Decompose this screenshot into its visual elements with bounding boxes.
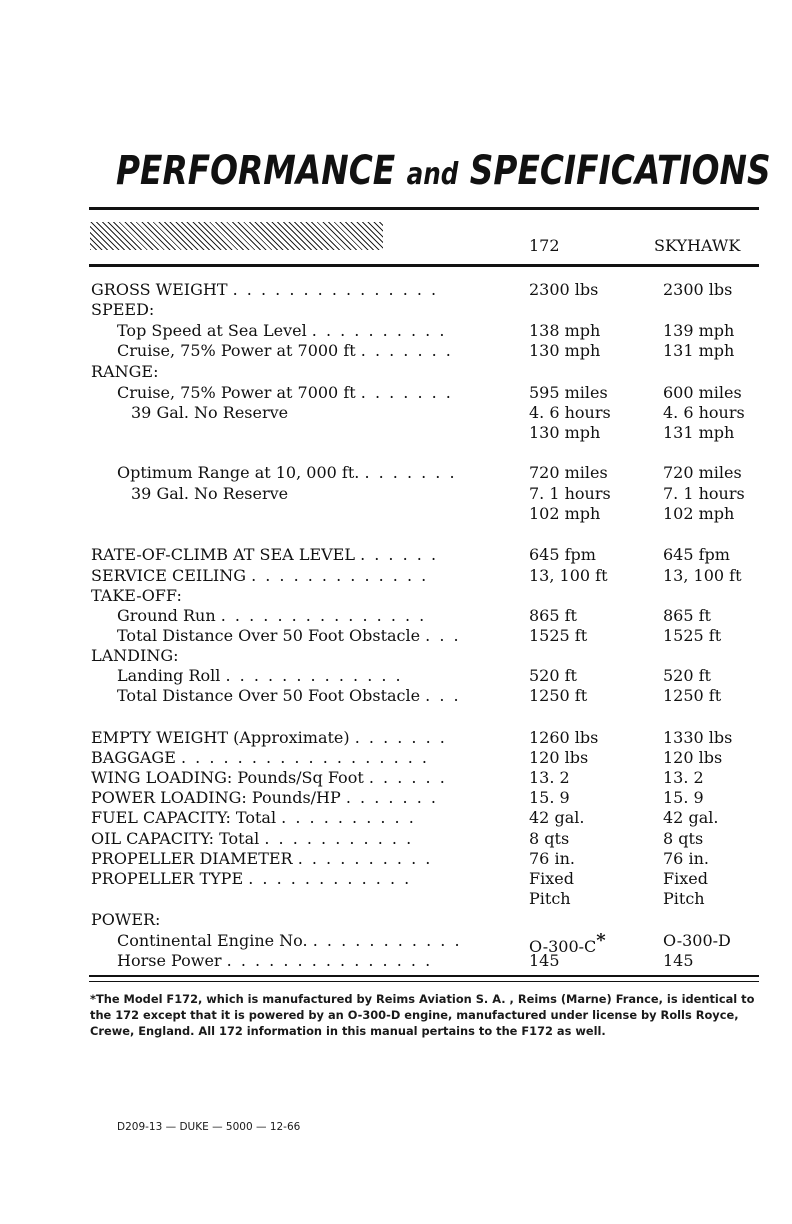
value-172: 102 mph (529, 504, 601, 523)
value-172: 1260 lbs (529, 728, 599, 747)
row-label: PROPELLER DIAMETER (91, 849, 293, 868)
leader-dots: . . . . . . . . . . . (312, 931, 462, 950)
leader-dots: . . . . . . . . . . . . . . . (220, 606, 427, 625)
value-172: 7. 1 hours (529, 484, 611, 503)
value-skyhawk: 520 ft (663, 666, 711, 685)
value-skyhawk: 7. 1 hours (663, 484, 745, 503)
spec-row-propeller-type (0, 869, 792, 889)
spec-row-optimum-range-gal (0, 484, 792, 504)
value-skyhawk: 720 miles (663, 463, 742, 482)
row-label: GROSS WEIGHT (91, 280, 228, 299)
value-172: 1525 ft (529, 626, 588, 645)
row-label: FUEL CAPACITY: Total (91, 808, 277, 827)
value-172: 2300 lbs (529, 280, 599, 299)
value-172: 720 miles (529, 463, 608, 482)
spec-row-optimum-range-mph (0, 504, 792, 524)
title-part-and: and (406, 157, 459, 192)
section-label-speed (0, 300, 792, 320)
header-rule (89, 264, 759, 267)
spec-row-gross-weight (0, 280, 792, 300)
value-skyhawk: 1525 ft (663, 626, 722, 645)
value-skyhawk: 131 mph (663, 423, 735, 442)
spec-row-landing-total (0, 686, 792, 706)
leader-dots: . . . . . . . . . . . . (248, 869, 412, 888)
value-172: 1250 ft (529, 686, 588, 705)
row-label: Horse Power (117, 951, 222, 970)
section-label-takeoff (0, 586, 792, 606)
section-label-range (0, 362, 792, 382)
leader-dots: . . . . . . . (345, 788, 438, 807)
spec-row-range-cruise-gal (0, 403, 792, 423)
spec-row-optimum-range (0, 463, 792, 483)
leader-dots: . . . . . . . . . . . . . (251, 566, 429, 585)
value-172: 645 fpm (529, 545, 596, 564)
row-label: SPEED: (91, 300, 155, 319)
spec-row-horse-power (0, 951, 792, 971)
leader-dots: . . . . . . . . . . (297, 849, 433, 868)
value-skyhawk: 145 (663, 951, 694, 970)
leader-dots: . . . . . . . . . . . . . (225, 666, 403, 685)
spec-row-fuel-capacity (0, 808, 792, 828)
leader-dots: . . . . . . (360, 545, 439, 564)
value-skyhawk: 4. 6 hours (663, 403, 745, 422)
value-172: 865 ft (529, 606, 577, 625)
leader-dots: . . . (425, 686, 461, 705)
footnote-text: *The Model F172, which is manufactured by Reims Aviation S. A. , Reims (Marne) France, is identical to the 172 except that it is powered by an O-300-D engine, manufactured under license by Rolls Royce, Crewe, England. All 172 information in this manual pertains to the F172 as well. (90, 992, 755, 1038)
value-skyhawk: 120 lbs (663, 748, 723, 767)
row-label: TAKE-OFF: (91, 586, 182, 605)
value-skyhawk: 102 mph (663, 504, 735, 523)
value-skyhawk: 865 ft (663, 606, 711, 625)
value-172: 130 mph (529, 423, 601, 442)
row-label: Landing Roll (117, 666, 221, 685)
row-label: Total Distance Over 50 Foot Obstacle (117, 626, 421, 645)
top-rule (89, 207, 759, 210)
page-title (116, 148, 771, 194)
row-label: PROPELLER TYPE (91, 869, 244, 888)
leader-dots: . . . . . . . (360, 341, 453, 360)
value-172: 42 gal. (529, 808, 585, 827)
row-label: Total Distance Over 50 Foot Obstacle (117, 686, 421, 705)
value-skyhawk: 600 miles (663, 383, 742, 402)
spec-row-engine (0, 930, 792, 956)
value-skyhawk: 15. 9 (663, 788, 704, 807)
value-172: 130 mph (529, 341, 601, 360)
leader-dots: . . . (425, 626, 461, 645)
value-172: 13, 100 ft (529, 566, 608, 585)
spec-row-empty-weight (0, 728, 792, 748)
row-label: LANDING: (91, 646, 179, 665)
spec-row-rate-of-climb (0, 545, 792, 565)
row-label: Cruise, 75% Power at 7000 ft (117, 341, 356, 360)
spec-row-propeller-type-2 (0, 889, 792, 909)
print-code: D209-13 — DUKE — 5000 — 12-66 (117, 1121, 301, 1133)
leader-dots: . . . . . . (368, 768, 447, 787)
section-label-landing (0, 646, 792, 666)
spec-row-cruise-speed (0, 341, 792, 361)
spec-row-landing-roll (0, 666, 792, 686)
title-part-specifications: SPECIFICATIONS (469, 148, 771, 194)
spec-row-baggage (0, 748, 792, 768)
spec-row-range-cruise-mph (0, 423, 792, 443)
row-label: Top Speed at Sea Level (117, 321, 307, 340)
spec-row-range-cruise (0, 383, 792, 403)
row-label: EMPTY WEIGHT (Approximate) (91, 728, 350, 747)
spec-row-wing-loading (0, 768, 792, 788)
value-172: Fixed (529, 869, 574, 888)
row-label: 39 Gal. No Reserve (131, 484, 289, 503)
row-label: RANGE: (91, 362, 159, 381)
value-172: 4. 6 hours (529, 403, 611, 422)
row-label: BAGGAGE (91, 748, 176, 767)
spec-row-propeller-diameter (0, 849, 792, 869)
row-label: OIL CAPACITY: Total (91, 829, 260, 848)
value-skyhawk: 645 fpm (663, 545, 730, 564)
column-header-skyhawk: SKYHAWK (654, 236, 741, 255)
spec-row-takeoff-total (0, 626, 792, 646)
value-172: 8 qts (529, 829, 570, 848)
row-label: POWER: (91, 910, 161, 929)
section-label-power (0, 910, 792, 930)
title-part-performance: PERFORMANCE (116, 148, 396, 194)
leader-dots: . . . . . . . (364, 463, 457, 482)
value-skyhawk: O-300-D (663, 931, 731, 950)
value-skyhawk: 13, 100 ft (663, 566, 742, 585)
value-172: 595 miles (529, 383, 608, 402)
spec-row-top-speed (0, 321, 792, 341)
footnote-asterisk: * (596, 930, 606, 951)
bottom-rule (89, 975, 759, 977)
value-172: O-300-C (529, 937, 597, 956)
value-skyhawk: 1250 ft (663, 686, 722, 705)
value-172: 15. 9 (529, 788, 570, 807)
leader-dots: . . . . . . . (354, 728, 447, 747)
leader-dots: . . . . . . . . . . (281, 808, 416, 827)
row-label: Optimum Range at 10, 000 ft. (117, 463, 360, 482)
value-172: 13. 2 (529, 768, 570, 787)
value-172: 520 ft (529, 666, 577, 685)
leader-dots: . . . . . . . (360, 383, 453, 402)
bottom-rule-thin (89, 981, 759, 982)
row-label: SERVICE CEILING (91, 566, 246, 585)
value-skyhawk: 1330 lbs (663, 728, 733, 747)
leader-dots: . . . . . . . . . . (311, 321, 447, 340)
value-172: 138 mph (529, 321, 601, 340)
spec-row-oil-capacity (0, 829, 792, 849)
row-label: RATE-OF-CLIMB AT SEA LEVEL (91, 545, 355, 564)
row-label: Ground Run (117, 606, 216, 625)
value-skyhawk: 13. 2 (663, 768, 704, 787)
row-label: POWER LOADING: Pounds/HP (91, 788, 341, 807)
leader-dots: . . . . . . . . . . . (264, 829, 414, 848)
row-label: Cruise, 75% Power at 7000 ft (117, 383, 356, 402)
leader-dots: . . . . . . . . . . . . . . . (226, 951, 433, 970)
value-skyhawk: Fixed (663, 869, 708, 888)
value-skyhawk: 2300 lbs (663, 280, 733, 299)
value-skyhawk: 139 mph (663, 321, 735, 340)
column-header-172: 172 (529, 236, 560, 255)
row-label: 39 Gal. No Reserve (131, 403, 289, 422)
value-172: 145 (529, 951, 560, 970)
value-172: Pitch (529, 889, 571, 908)
spec-row-power-loading (0, 788, 792, 808)
value-172: 76 in. (529, 849, 575, 868)
leader-dots: . . . . . . . . . . . . . . . . . . (180, 748, 429, 767)
value-skyhawk: 131 mph (663, 341, 735, 360)
spec-row-service-ceiling (0, 566, 792, 586)
row-label: WING LOADING: Pounds/Sq Foot (91, 768, 364, 787)
leader-dots: . . . . . . . . . . . . . . . (232, 280, 439, 299)
hatched-header-block (90, 222, 383, 250)
value-skyhawk: 42 gal. (663, 808, 719, 827)
spec-row-ground-run (0, 606, 792, 626)
value-skyhawk: 76 in. (663, 849, 709, 868)
value-skyhawk: Pitch (663, 889, 705, 908)
value-172: 120 lbs (529, 748, 589, 767)
value-skyhawk: 8 qts (663, 829, 704, 848)
row-label: Continental Engine No. (117, 931, 308, 950)
